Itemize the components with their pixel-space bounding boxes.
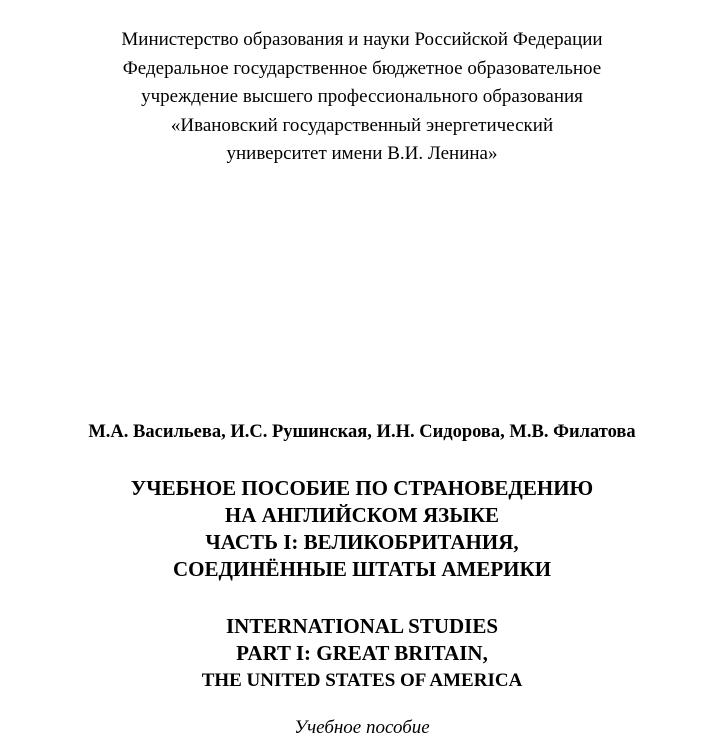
title-en-line-1: INTERNATIONAL STUDIES: [225, 614, 499, 638]
title-ru-line-1: УЧЕБНОЕ ПОСОБИЕ ПО СТРАНОВЕДЕНИЮ: [130, 476, 594, 500]
authors: М.А. Васильева, И.С. Рушинская, И.Н. Сидорова, М.В. Филатова: [88, 422, 636, 442]
institution-line-1: Федеральное государственное бюджетное образовательное: [122, 57, 602, 79]
title-ru-line-2: НА АНГЛИЙСКОМ ЯЗЫКЕ: [224, 503, 500, 527]
university-name-line-2: университет имени В.И. Ленина»: [226, 143, 498, 164]
ministry-line: Министерство образования и науки Российской Федерации: [121, 29, 603, 50]
title-en-line-2: PART I: GREAT BRITAIN,: [236, 641, 488, 665]
institution-line-2: учреждение высшего профессионального образования: [141, 86, 583, 107]
institution-header: [0, 26, 724, 169]
title-english: [0, 613, 724, 694]
title-ru-line-4: СОЕДИНЁННЫЕ ШТАТЫ АМЕРИКИ: [172, 557, 552, 581]
title-russian: [0, 475, 724, 583]
title-ru-line-3: ЧАСТЬ I: ВЕЛИКОБРИТАНИЯ,: [205, 530, 519, 554]
university-name-line-1: «Ивановский государственный энергетический: [170, 114, 554, 136]
document-type: Учебное пособие: [294, 717, 430, 738]
title-en-line-3: THE UNITED STATES OF AMERICA: [201, 670, 523, 691]
